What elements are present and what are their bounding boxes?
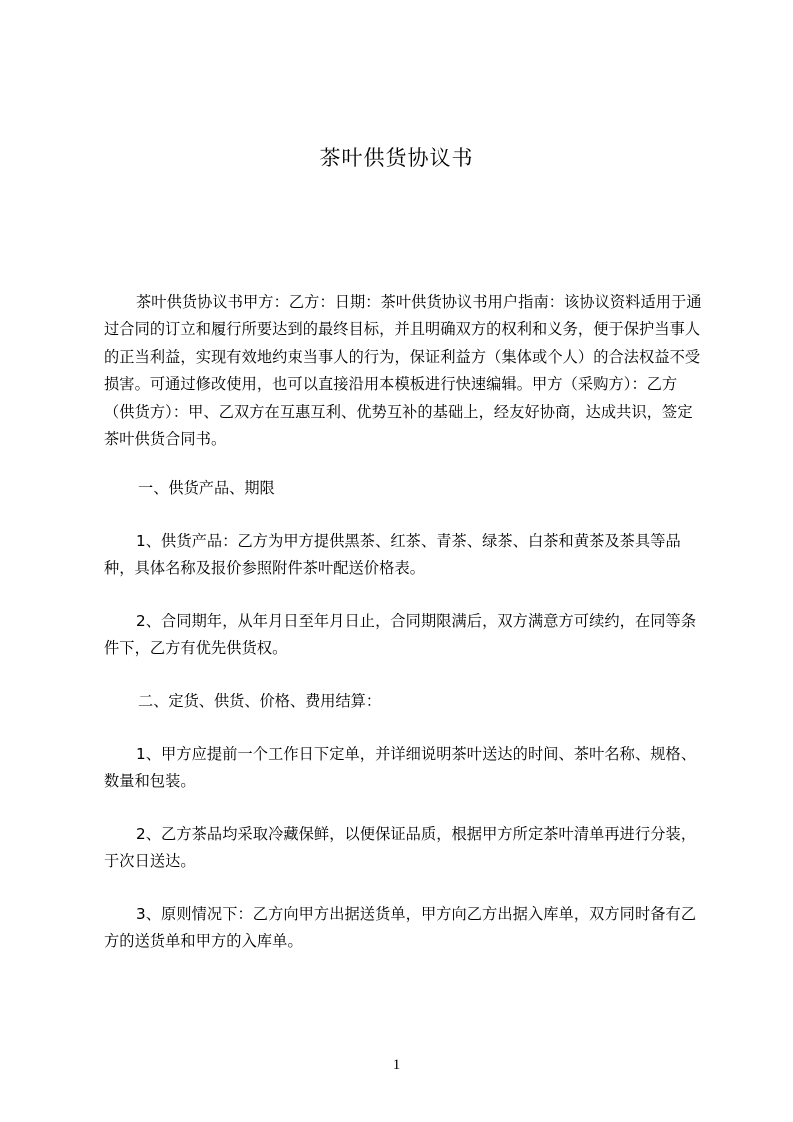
section-2-heading: 二、定货、供货、价格、费用结算： bbox=[138, 692, 381, 710]
section-1-heading: 一、供货产品、期限 bbox=[138, 479, 275, 497]
section-1-item-1: 1、供货产品：乙方为甲方提供黑茶、红茶、青茶、绿茶、白茶和黄茶及茶具等品种，具体名称及报价参照附件茶叶配送价格表。 bbox=[104, 532, 681, 578]
intro-paragraph: 茶叶供货协议书甲方：乙方：日期：茶叶供货协议书用户指南：该协议资料适用于通过合同的订立和履行所要达到的最终目标，并且明确双方的权利和义务，便于保护当事人的正当利益，实现有效地约束当事人的行为，保证利益方（集体或个人）的合法权益不受损害。可通过修改使用，也可以直接沿用本模板进行快速编辑。甲方（采购方）：乙方（供货方）：甲、乙双方在互惠互利、优势互补的基础上，经友好协商，达成共识，签定茶叶供货合同书。 bbox=[104, 293, 702, 449]
section-2-item-3: 3、原则情况下：乙方向甲方出据送货单，甲方向乙方出据入库单，双方同时备有乙方的送货单和甲方的入库单。 bbox=[104, 905, 697, 951]
section-2-item-2: 2、乙方茶品均采取冷藏保鲜，以便保证品质，根据甲方所定茶叶清单再进行分装，于次日送达。 bbox=[104, 825, 697, 871]
section-1-item-2: 2、合同期年，从年月日至年月日止，合同期限满后，双方满意方可续约，在同等条件下，乙方有优先供货权。 bbox=[104, 612, 697, 658]
page-number: 1 bbox=[392, 1057, 401, 1073]
document-title: 茶叶供货协议书 bbox=[319, 146, 474, 170]
section-2-item-1: 1、甲方应提前一个工作日下定单，并详细说明茶叶送达的时间、茶叶名称、规格、数量和包装。 bbox=[104, 745, 697, 791]
